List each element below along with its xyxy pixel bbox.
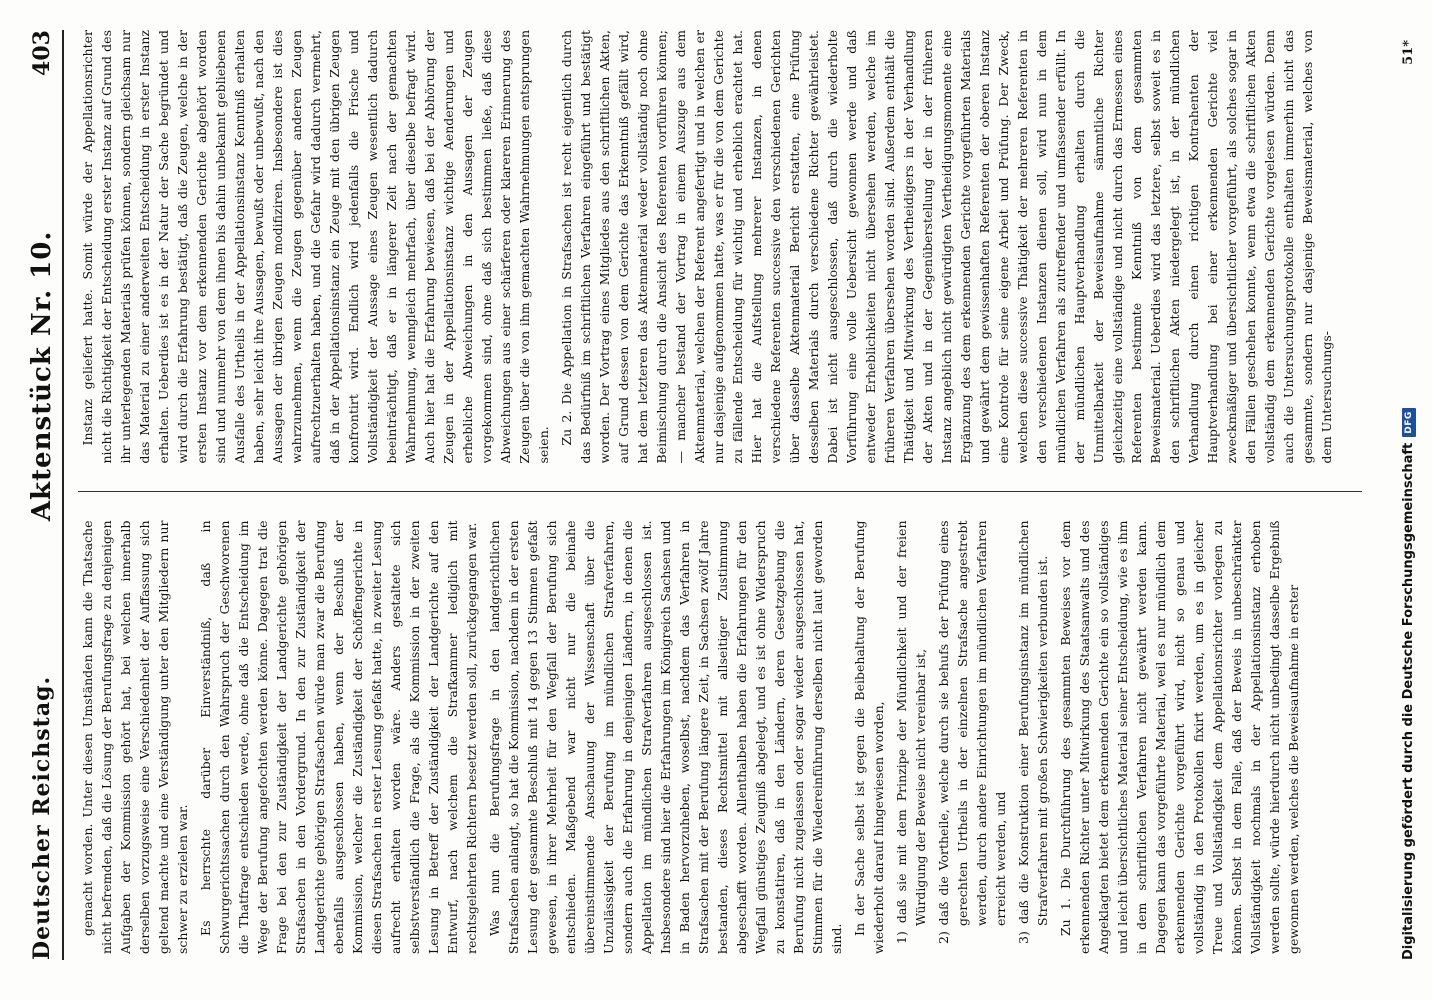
text-columns [78,30,1362,954]
enumerated-point: 2) daß die Vortheile, welche durch sie behufs der Prüfung eines gerechten Urtheils in der einzelnen Strafsache angestrebt werden, durch andere Einrichtungen im mündlichen Verfahren erreicht werden, und [936,520,1008,944]
dfg-logo-icon: DFG [1402,408,1416,437]
credit-text: Digitalisierung gefördert durch die Deutsche Forschungsgemeinschaft [1401,442,1416,960]
running-head-document-number: Aktenstück Nr. 10. [27,230,57,522]
signature-mark: 51* [1401,40,1416,65]
paragraph: Instanz geliefert hatte. Somit würde der Appellationsrichter nicht die Richtigkeit der Entscheidung erster Instanz auf Grund des ihr unterlegenden Materials prüfen können, sondern gleichsam nur das Material zu einer anderweiten Entscheidung in erster Instanz erhalten. Ueberdies ist es in der Natur der Sache begründet und wird durch die Erfahrung bestätigt, daß die Zeugen, welche in der ersten Instanz vor dem erkennenden Gerichte abgehört worden sind und nunmehr von dem ihnen bis dahin unbekannt gebliebenen Ausfalle des Urtheils in der Appellationsinstanz Kenntniß erhalten haben, sehr leicht ihre Aussagen, bewußt oder unbewußt, nach den Aussagen der übrigen Zeugen modifiziren. Insbesondere ist dies wahrzunehmen, wenn die Zeugen gegenüber anderen Zeugen aufrechtzuerhalten haben, und die Gefahr wird dadurch vermehrt, daß in der Appellationsinstanz ein Zeuge mit den übrigen Zeugen konfrontirt wird. Endlich wird jedenfalls die Frische und Vollständigkeit der Aussage eines Zeugen wesentlich dadurch beeinträchtigt, daß er in längerer Zeit nach der gemachten Wahrnehmung, wenngleich mehrfach, über dieselbe befragt wird. Auch hier hat die Erfahrung bewiesen, daß bei der Abhörung der Zeugen in der Appellationsinstanz wichtige Aenderungen und erhebliche Abweichungen in den Aussagen der Zeugen vorgekommen sind, ohne daß sich bestimmen ließe, daß diese Abweichungen aus einer schärferen oder klareren Erinnerung des Zeugen über die von ihm gemachten Wahrnehmungen entsprungen seien. [80,30,551,464]
running-head-title: Deutscher Reichstag. [29,675,55,960]
paragraph: Zu 2. Die Appellation in Strafsachen ist recht eigentlich durch das Bedürfniß im schriftlichen Verfahren eingeführt und bestätigt worden. Der Vortrag eines Mitgliedes aus den schriftlichen Akten, auf Grund dessen von dem Gerichte das Erkenntniß gefällt wird, hat dem letzteren das Aktenmaterial weder vollständig noch ohne Beimischung durch die Ansicht des Referenten vorführen können; — mancher bestand der Vortrag in einem Auszuge aus dem Aktenmaterial, welchen der Referent angefertigt und in welchen er nur dasjenige aufgenommen hatte, was er für die von dem Gerichte zu fällende Entscheidung für wichtig und erheblich erachtet hat. Hier hat die Aufstellung mehrerer Instanzen, in denen verschiedene Referenten successive den verschiedenen Gerichten über dasselbe Aktenmaterial Bericht erstatten, eine Prüfung desselben Materials durch verschiedene Richter gewährleistet. Dabei ist nicht ausgeschlossen, daß durch die wiederholte Vorführung eine volle Uebersicht gewonnen werde und daß entweder Erheblichkeiten nicht übersehen werden, welche im früheren Verfahren übersehen worden sind. Außerdem enthält die Thätigkeit und Mitwirkung des Vertheidigers in der Verhandlung der Akten und in der Gegenüberstellung der in der früheren Instanz angeblich nicht gewürdigten Vertheidigungsmomente eine Ergänzung des dem erkennenden Gerichte vorgeführten Materials und gewährt dem gewissenhaften Referenten der oberen Instanz eine Kontrole für seine eigene Arbeit und Prüfung. Der Zweck, welchen diese successive Thätigkeit der mehreren Referenten in den verschiedenen Instanzen dienen soll, wird nun in dem mündlichen Verfahren als zutreffender und umfassender erfüllt. In der mündlichen Hauptverhandlung erhalten durch die Unmittelbarkeit der Beweisaufnahme sämmtliche Richter gleichzeitig eine vollständige und nicht durch das Ermessen eines Referenten bestimmte Kenntniß von dem gesammten Beweismaterial. Ueberdies wird das letztere, selbst soweit es in den schriftlichen Akten niedergelegt ist, in der mündlichen Verhandlung durch einen richtigen Kontrahenten der Hauptverhandlung bei einer erkennenden Gerichte viel zweckmäßiger und übersichtlicher vorgeführt, als solches sogar in den Fällen geschehen konnte, wenn etwa die schriftlichen Akten vollständig dem erkennenden Gerichte vorgelesen würden. Denn auch die Untersuchungsprotokolle enthalten immerhin nicht das gesammte, sondern nur dasjenige Beweismaterial, welches von dem Untersuchungs- [559,30,1334,464]
enumerated-point: 3) daß die Konstruktion einer Berufungsinstanz im mündlichen Strafverfahren mit großen Schwierigkeiten verbunden ist. [1016,520,1050,944]
paragraph: Es herrschte darüber Einverständniß, daß in Schwurgerichtssachen durch den Wahrspruch der Geschworenen die Thatfrage entschieden werde, ohne daß die Entscheidung im Wege der Berufung angefochten werden könne. Dagegen trat die Frage bei den zur Zuständigkeit der Landgerichte gehörigen Strafsachen in den Vordergrund. In den zur Zuständigkeit der Landgerichte gehörigen Strafsachen würde man zwar die Berufung ebenfalls ausgeschlossen haben, wenn der Beschluß der Kommission, welcher die Zuständigkeit der Schöffengerichte in diesen Strafsachen in erster Lesung gefaßt hatte, in zweiter Lesung aufrecht erhalten worden wäre. Anders gestaltete sich selbstverständlich die Frage, als die Kommission in der zweiten Lesung in Betreff der Zuständigkeit der Landgerichte auf den Entwurf, nach welchem die Strafkammer lediglich mit rechtsgelehrten Richtern besetzt werden soll, zurückgegangen war. [198,520,479,954]
paragraph: gemacht worden. Unter diesen Umständen kann die Thatsache nicht befremden, daß die Lösung der Berufungsfrage zu denjenigen Aufgaben der Kommission gehört hat, bei welchen innerhalb derselben vorzugsweise eine Verschiedenheit der Auffassung sich geltend machte und eine Verständigung unter den Mitgliedern nur schwer zu erzielen war. [80,520,190,954]
paragraph: Was nun die Berufungsfrage in den landgerichtlichen Strafsachen anlangt, so hat die Kommission, nachdem in der ersten Lesung der gesammte Beschluß mit 14 gegen 13 Stimmen gefaßt gewesen, in ihrer Mehrheit für den Wegfall der Berufung sich entschieden. Maßgebend war nicht nur die beinahe übereinstimmende Anschauung der Wissenschaft über die Unzulässigkeit der Berufung im mündlichen Strafverfahren, sondern auch die Erfahrung in denjenigen Ländern, in denen die Appellation im mündlichen Strafverfahren ausgeschlossen ist. Insbesondere sind hier die Erfahrungen im Königreich Sachsen und in Baden hervorzuheben, woselbst, nachdem das Verfahren in Strafsachen mit der Berufung längere Zeit, in Sachsen zwölf Jahre bestanden, dieses Rechtsmittel mit allseitiger Zustimmung abgeschafft worden. Allenthalben haben die Erfahrungen für den Wegfall günstiges Zeugniß abgelegt, und es ist ohne Widerspruch zu konstatiren, daß in den Ländern, deren Gesetzgebung die Berufung nicht zugelassen oder sogar wieder ausgeschlossen hat, Stimmen für die Wiedereinführung derselben nicht laut geworden sind. [487,520,844,954]
running-head [22,30,64,960]
enumerated-point: 1) daß sie mit dem Prinzipe der Mündlichkeit und der freien Würdigung der Beweise nicht vereinbar ist, [894,520,928,944]
text-column-left [78,521,1362,955]
footer [1401,40,1416,960]
digitization-credit [1401,408,1416,960]
text-column-right [78,30,1362,464]
column-divider [78,492,1362,493]
page-number: 403 [29,30,55,76]
paragraph: In der Sache selbst ist gegen die Beibehaltung der Berufung wiederholt darauf hingewiesen worden, [852,520,886,954]
paragraph: Zu 1. Die Durchführung des gesammten Beweises vor dem erkennenden Richter unter Mitwirkung des Staatsanwalts und des Angeklagten bietet dem erkennenden Gerichte ein so vollständiges und leicht übersichtliches Material seiner Entscheidung, wie es ihm in dem schriftlichen Verfahren nicht gewährt werden kann. Dagegen kann das vorgeführte Material, weil es nur mündlich dem erkennenden Gerichte vorgeführt wird, nicht so genau und vollständig in den Protokollen fixirt werden, um es in gleicher Treue und Vollständigkeit dem Appellationsrichter vorlegen zu können. Selbst in dem Falle, daß der Beweis in unbeschränkter Vollständigkeit nochmals in der Appellationsinstanz erhoben werden sollte, würde hierdurch nicht unbedingt dasselbe Ergebniß gewonnen werden, welches die Beweisaufnahme in erster [1058,520,1301,954]
